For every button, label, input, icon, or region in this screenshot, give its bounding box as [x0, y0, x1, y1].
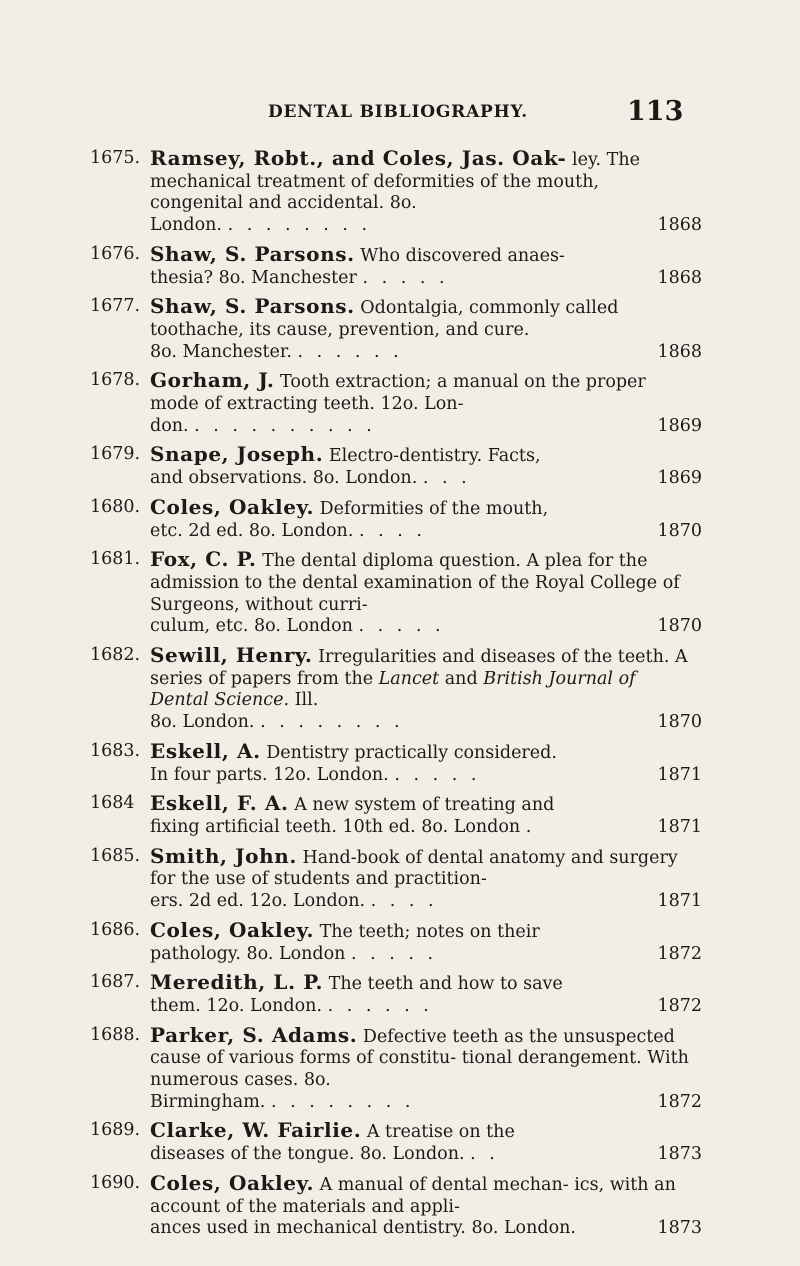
entry-text: A treatise on the	[366, 1122, 515, 1143]
entry-last-line: etc. 2d ed. 8o. London.	[150, 520, 354, 541]
entry-number: 1676.	[90, 243, 141, 264]
entry-text: A manual of dental mechan- ics, with an account of the materials and appli-	[150, 1174, 676, 1217]
entry-text: Odontalgia, commonly called toothache, its cause, prevention, and cure.	[150, 298, 619, 340]
entry-text: A new system of treating and	[294, 795, 555, 816]
entry-author: Coles, Oakley.	[150, 1170, 315, 1195]
entry-year: 1871	[657, 816, 702, 837]
bibliography-entry	[90, 368, 702, 437]
bibliography-entry	[90, 294, 702, 363]
entry-number: 1680.	[90, 496, 141, 517]
bibliography-entry	[90, 917, 702, 965]
entry-leader: . . . . . . . .	[227, 215, 372, 236]
running-header	[0, 96, 800, 126]
bibliography-entry	[90, 494, 702, 542]
entry-last-line: thesia? 8o. Manchester	[150, 267, 357, 288]
page-number: 113	[627, 96, 684, 127]
entry-number: 1679.	[90, 444, 141, 465]
entry-text: Irregularities and diseases of the teeth. A series of papers from the	[150, 647, 688, 689]
bibliography-entry	[90, 442, 702, 489]
entry-last-line: fixing artificial teeth. 10th ed. 8o. London	[150, 816, 521, 837]
entry-text: ley. The mechanical treatment of deformities of the mouth, congenital and accidental. 8o.	[150, 150, 640, 214]
entry-year: 1870	[657, 712, 702, 733]
entry-last-line: ances used in mechanical dentistry. 8o. London.	[150, 1218, 576, 1239]
entry-author: Meredith, L. P.	[150, 970, 324, 995]
entry-author: Coles, Oakley.	[150, 494, 315, 519]
entry-author: Smith, John.	[150, 843, 297, 868]
bibliography-entry	[90, 547, 702, 638]
bibliography-entry	[90, 1022, 702, 1114]
entry-leader: . . . . . . . . . .	[194, 415, 376, 436]
entry-leader: . . .	[422, 468, 471, 489]
entry-text: Dentistry practically considered.	[266, 742, 557, 763]
entry-leader: . . . . .	[351, 943, 438, 964]
entry-last-line: 8o. Manchester.	[150, 341, 292, 362]
entry-author: Gorham, J.	[150, 368, 275, 393]
entry-leader: .	[525, 816, 536, 837]
bibliography-entry	[90, 738, 702, 786]
entry-leader: . .	[470, 1144, 499, 1165]
entry-year: 1873	[657, 1218, 702, 1239]
journal-title-bjds: British Journal of Dental Science.	[150, 668, 636, 711]
entry-year: 1872	[657, 1091, 702, 1112]
entry-number: 1681.	[90, 549, 141, 570]
entry-year: 1868	[657, 267, 702, 288]
entry-illustrated: Ill.	[294, 690, 319, 711]
entry-last-line: In four parts. 12o. London.	[150, 764, 389, 785]
entry-author: Parker, S. Adams.	[150, 1022, 358, 1047]
entry-year: 1869	[657, 468, 702, 489]
entry-text: Deformities of the mouth,	[319, 498, 549, 519]
entry-leader: . . . .	[358, 520, 426, 541]
entry-author: Shaw, S. Parsons.	[150, 294, 355, 319]
entry-leader: . . . . .	[358, 616, 445, 637]
entry-author: Ramsey, Robt., and Coles, Jas. Oak-	[150, 146, 567, 170]
entry-last-line: don.	[150, 415, 189, 436]
entry-leader: . . . .	[370, 891, 438, 912]
entry-leader: . . . . . .	[297, 341, 403, 362]
entry-number: 1682.	[90, 645, 141, 666]
running-title: DENTAL BIBLIOGRAPHY.	[268, 102, 528, 122]
entry-year: 1870	[657, 616, 702, 637]
entry-author: Coles, Oakley.	[150, 917, 315, 942]
entry-text: Tooth extraction; a manual on the proper mode of extracting teeth. 12o. Lon-	[150, 372, 646, 415]
entry-last-line: diseases of the tongue. 8o. London.	[150, 1144, 465, 1165]
entry-author: Sewill, Henry.	[150, 643, 313, 668]
entry-year: 1872	[657, 995, 702, 1016]
entry-year: 1871	[657, 764, 702, 785]
entry-last-line: London.	[150, 215, 222, 236]
entry-number: 1687.	[90, 972, 141, 993]
entry-year: 1871	[657, 891, 702, 912]
entry-number: 1688.	[90, 1024, 141, 1045]
entry-year: 1872	[657, 943, 702, 964]
entry-last-line: culum, etc. 8o. London	[150, 616, 353, 637]
bibliography-entry	[90, 1118, 702, 1165]
bibliography-entry	[90, 843, 702, 913]
entry-leader: . . . . . . . .	[270, 1091, 415, 1112]
bibliography-entry	[90, 1170, 702, 1240]
entry-leader: . . . . .	[394, 764, 481, 785]
entry-text: The dental diploma question. A plea for the admission to the dental examination of the Royal College of Surgeons, without curri-	[150, 551, 680, 615]
entry-year: 1873	[657, 1144, 702, 1165]
entry-year: 1869	[657, 415, 702, 436]
entry-number: 1690.	[90, 1172, 141, 1193]
entry-author: Eskell, F. A.	[150, 791, 289, 816]
entry-number: 1683.	[90, 740, 141, 761]
entry-number: 1684	[90, 793, 135, 814]
entry-year: 1870	[657, 520, 702, 541]
entry-number: 1689.	[90, 1120, 141, 1141]
bibliography-list	[90, 146, 702, 1247]
entry-number: 1677.	[90, 296, 141, 317]
bibliography-entry	[90, 146, 702, 237]
bibliography-entry	[90, 643, 702, 734]
entry-author: Fox, C. P.	[150, 547, 257, 572]
entry-author: Eskell, A.	[150, 738, 261, 763]
entry-last-line: ers. 2d ed. 12o. London.	[150, 891, 366, 912]
entry-year: 1868	[657, 341, 702, 362]
entry-text: Electro-dentistry. Facts,	[328, 446, 541, 467]
entry-author: Clarke, W. Fairlie.	[150, 1118, 362, 1143]
entry-number: 1685.	[90, 845, 141, 866]
entry-number: 1678.	[90, 370, 141, 391]
journal-title-lancet: Lancet	[378, 668, 440, 689]
bibliography-entry	[90, 241, 702, 289]
entry-text: Who discovered anaes-	[360, 245, 565, 266]
entry-number: 1675.	[90, 148, 141, 168]
entry-last-line: pathology. 8o. London	[150, 943, 346, 964]
entry-text: Hand-book of dental anatomy and surgery for the use of students and practition-	[150, 847, 678, 890]
entry-leader: . . . . . .	[327, 995, 433, 1016]
entry-last-line: and observations. 8o. London.	[150, 468, 418, 489]
entry-number: 1686.	[90, 919, 141, 940]
bibliography-entry	[90, 970, 702, 1017]
entry-author: Shaw, S. Parsons.	[150, 241, 355, 266]
entry-author: Snape, Joseph.	[150, 442, 324, 467]
entry-text: The teeth and how to save	[328, 974, 563, 995]
entry-last-line: 8o. London.	[150, 712, 255, 733]
bibliography-entry	[90, 791, 702, 838]
entry-leader: . . . . . . . .	[260, 712, 404, 733]
entry-last-line: Birmingham.	[150, 1091, 266, 1112]
entry-text: Defective teeth as the unsuspected cause of various forms of constitu- tional derangement. With numerous cases. 8o.	[150, 1026, 689, 1091]
entry-leader	[576, 1218, 580, 1238]
entry-text: The teeth; notes on their	[319, 921, 540, 942]
entry-year: 1868	[657, 215, 702, 236]
entry-conjunction: and	[444, 668, 478, 689]
entry-last-line: them. 12o. London.	[150, 995, 323, 1016]
entry-leader: . . . . .	[362, 267, 449, 288]
